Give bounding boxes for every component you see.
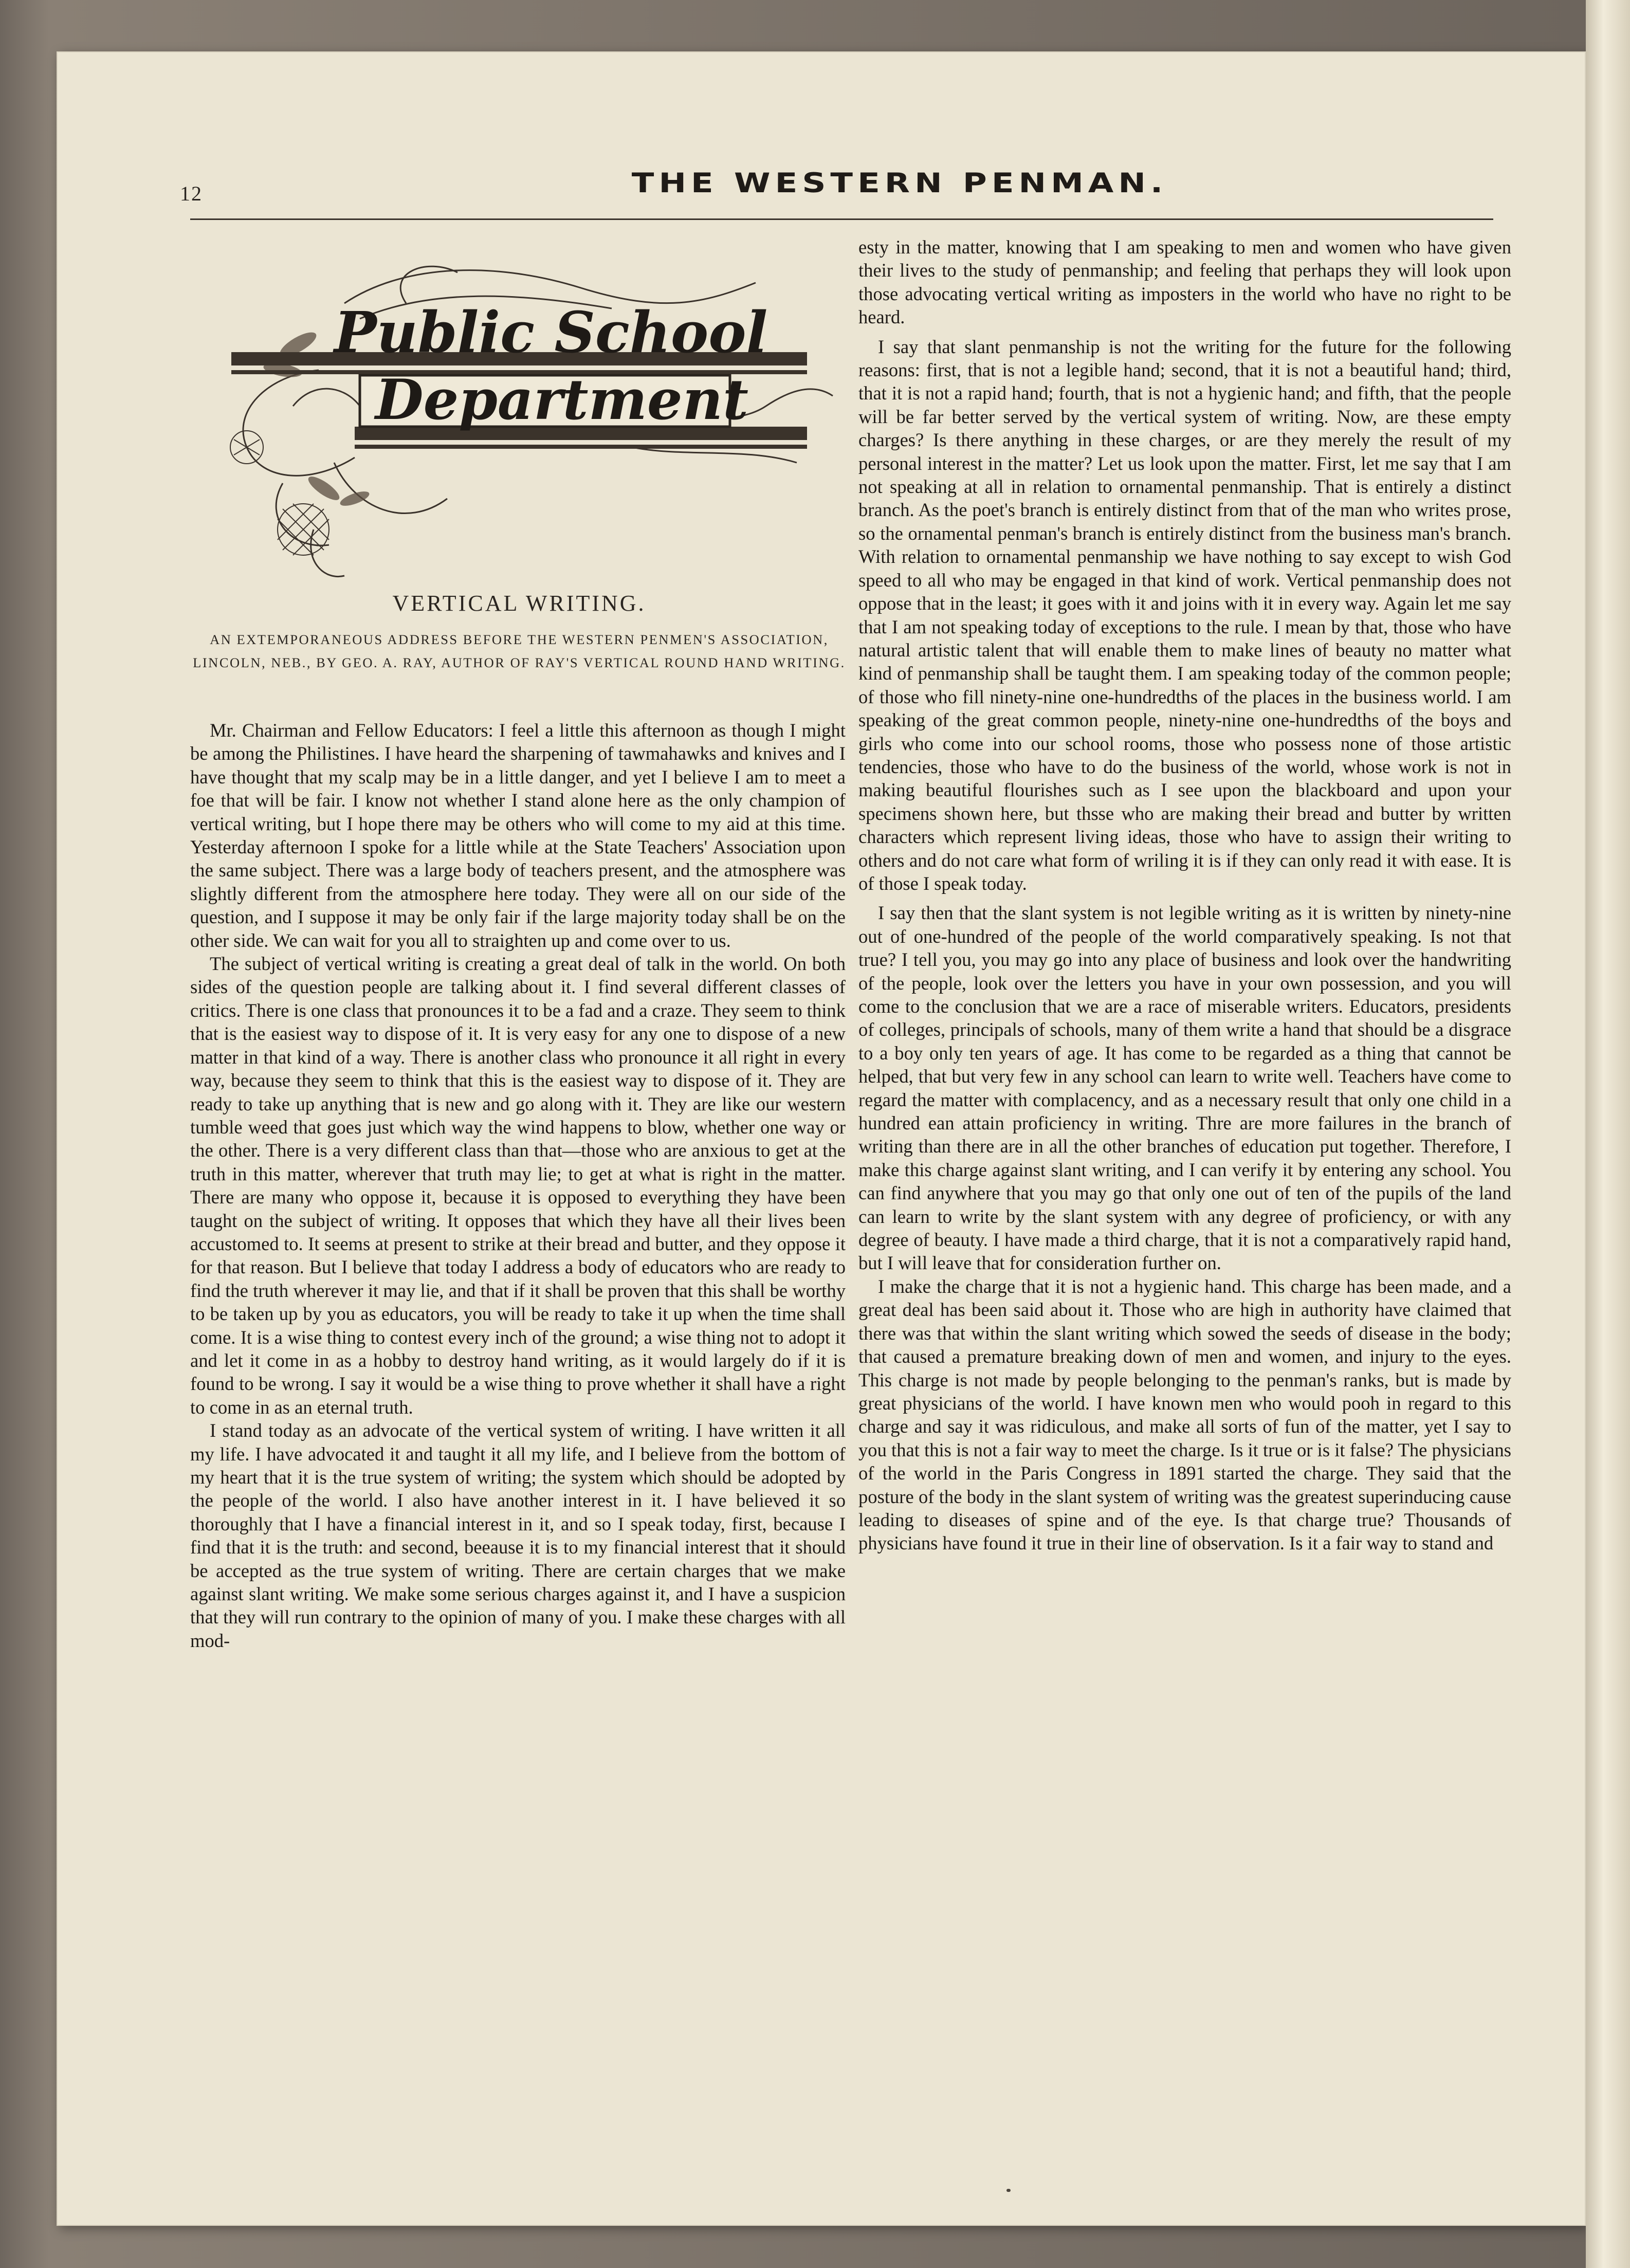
department-heading-ornament — [190, 242, 848, 601]
paragraph-continued: esty in the matter, knowing that I am speaking to men and women who have given their lives to the study of penmanship; and feeling that perhaps they will look upon those advocating vertical writing as imposters in the world who have no right to be heard. — [858, 236, 1511, 328]
paragraph: I say that slant penmanship is not the writing for the future for the following reasons: first, that is not a legible hand; second, that it is not a beautiful hand; third, that it is not a rapid hand; fourth, that is not a hygienic hand; and fifth, that the people will be far better served by the vertical system of writing. Now, are these empty charges? Is there anything in these charges, or are they merely the result of my personal interest in the matter? Let us look upon the matter. First, let me say that I am not speaking at all in relation to ornamental penmanship. That is entirely a distinct branch. As the poet's branch is entirely distinct from that of the man who writes prose, so the ornamental penman's branch is entirely distinct from the business man's branch. With relation to ornamental penmanship we have nothing to say except to wish God speed to all who may be engaged in that kind of work. Vertical penmanship does not oppose that in the least; it goes with it and joins with it in every way. Again let me say that I am not speaking today of exceptions to the rule. I mean by that, those who have natural artistic talent that will enable them to make lines of beauty no matter what kind of penmanship shall be taught them. I am speaking today of the common people; of those who fill ninety-nine one-hundredths of the places in the business world. I am speaking of the great common people, ninety-nine one-hundredths of the boys and girls who come into our school rooms, those who possess none of those artistic tendencies, those who have to do the business of the world, whose work is not in making beautiful flourishes such as I see upon the blackboard and upon your specimens shown here, but thsse who are making their bread and butter by written characters which represent living ideas, those who have to assign their writing to others and do not care what form of wriling it is if they can only read it with ease. It is of those I speak today. — [858, 336, 1511, 894]
next-page-edge — [1586, 0, 1630, 2268]
paragraph: Mr. Chairman and Fellow Educators: I feel a little this afternoon as though I might be among the Philistines. I have heard the sharpening of tawmahawks and knives and I have thought that my scalp may be in a little danger, and yet I believe I am to meet a foe that will be fair. I know not whether I stand alone here as the only champion of vertical writing, but I hope there may be others who will come to my aid at this time. Yesterday afternoon I spoke for a little while at the State Teachers' Association upon the same subject. There was a large body of teachers present, and the atmosphere was slightly different from the atmosphere here today. They were all on our side of the question, and I suppose it may be only fair if the large majority today shall be on the other side. We can wait for you all to straighten up and come over to us. — [190, 720, 846, 951]
article-byline: AN EXTEMPORANEOUS ADDRESS BEFORE THE WESTERN PENMEN'S ASSOCIATION, LINCOLN, NEB., BY GEO. A. RAY, AUTHOR OF RAY'S VERTICAL ROUND HAND WRITING. — [193, 632, 846, 670]
header-rule — [190, 218, 1493, 220]
left-column — [190, 719, 846, 1652]
heading-department: Department — [375, 368, 749, 432]
lattice-ornament — [230, 431, 329, 555]
paragraph: The subject of vertical writing is creating a great deal of talk in the world. On both sides of the question people are talking about it. I find several different classes of critics. There is one class that pronounces it to be a fad and a craze. They seem to think that is the easiest way to dispose of it. It is very easy for any one to dispose of a new matter in that kind of a way. There is another class who pronounce it all right in every way, because they seem to think that this is the easiest way to dispose of it. They are ready to take up anything that is new and go along with it. They are like our western tumble weed that goes just which way the wind happens to blow, whether one way or the other. There is a very different class than that—those who are anxious to get at the truth in this matter, wherever that truth may lie; to get at what is right in the matter. There are many who oppose it, because it is opposed to everything they have been taught on the subject of writing. It opposes that which they have all their lives been accustomed to. It seems at present to strike at their bread and butter, and they oppose it for that reason. But I believe that today I address a body of educators who are ready to find the truth wherever it may lie, and that if it shall be proven that this shall be worthy to be taken up by you as educators, you will be ready to take it up when the time shall come. It is a wise thing to contest every inch of the ground; a wise thing not to adopt it and let it come in as a hobby to destroy hand writing, as it would largely do if it is found to be wrong. I say it would be a wise thing to prove whether it shall have a right to come in as an eternal truth. — [190, 953, 846, 1418]
masthead-title: THE WESTERN PENMAN. — [631, 168, 1168, 199]
paragraph: I make the charge that it is not a hygienic hand. This charge has been made, and a great deal has been said about it. Those who are high in authority have claimed that there was that within the slant writing which sowed the seeds of disease in the body; that caused a premature breaking down of men and women, and injury to the eyes. This charge is not made by people belonging to the penman's ranks, but is made by great physicians of the world. I have known men who would pooh in regard to this charge and say it was ridiculous, and make all sorts of fun of the matter, yet I say to you that this is not a fair way to meet the charge. Is it true or is it false? The physicians of the world in the Paris Congress in 1891 started the charge. They said that the posture of the body in the slant system of writing was the greatest superinducing cause leading to diseases of spine and of the eye. Is that charge true? Thousands of physicians have found it true in their line of observation. Is it a fair way to stand and — [858, 1275, 1511, 1554]
page-number: 12 — [180, 182, 203, 205]
page-speck — [1006, 2189, 1011, 2192]
right-column — [858, 235, 1511, 1555]
article-title: VERTICAL WRITING. — [392, 591, 646, 616]
heading-public-school: Public School — [334, 299, 768, 365]
paragraph: I stand today as an advocate of the vertical system of writing. I have written it all my life. I have advocated it and taught it all my life, and I believe from the bottom of my heart that it is the true system of writing; the system which should be adopted by the people of the world. I also have another interest in it. I have believed it so thoroughly that I have a financial interest in it, and so I speak today, first, because I find that it is the truth: and second, beeause it is to my financial interest that it should be accepted as the true system of writing. There are certain charges that we make against slant writing. We make some serious charges against it, and I have a suspicion that they will run contrary to the opinion of many of you. I make these charges with all mod- — [190, 1420, 846, 1651]
paragraph: I say then that the slant system is not legible writing as it is written by ninety-nine out of one-hundred of the people of the world comparatively speaking. Is not that true? I tell you, you may go into any place of business and look over the handwriting of the people, look over the letters you have in your own possession, and you will come to the conclusion that we are a race of miserable writers. Educators, presidents of colleges, principals of schools, many of them write a hand that should be a disgrace to a boy only ten years of age. It has come to be regarded as a thing that cannot be helped, that but very few in any school can learn to write well. Teachers have come to regard the matter with complacency, and as a necessary result that only one child in a hundred ean attain proficiency in writing. Thre are more failures in the branch of writing than there are in all the other branches of education put together. Therefore, I make this charge against slant writing, and I can verify it by entering any school. You can find anywhere that you may go that only one out of ten of the pupils of the land can learn to write by the slant system with any degree of proficiency, or with any degree of beauty. I have made a third charge, that it is not a comparatively rapid hand, but I will leave that for consideration further on. — [858, 902, 1511, 1274]
